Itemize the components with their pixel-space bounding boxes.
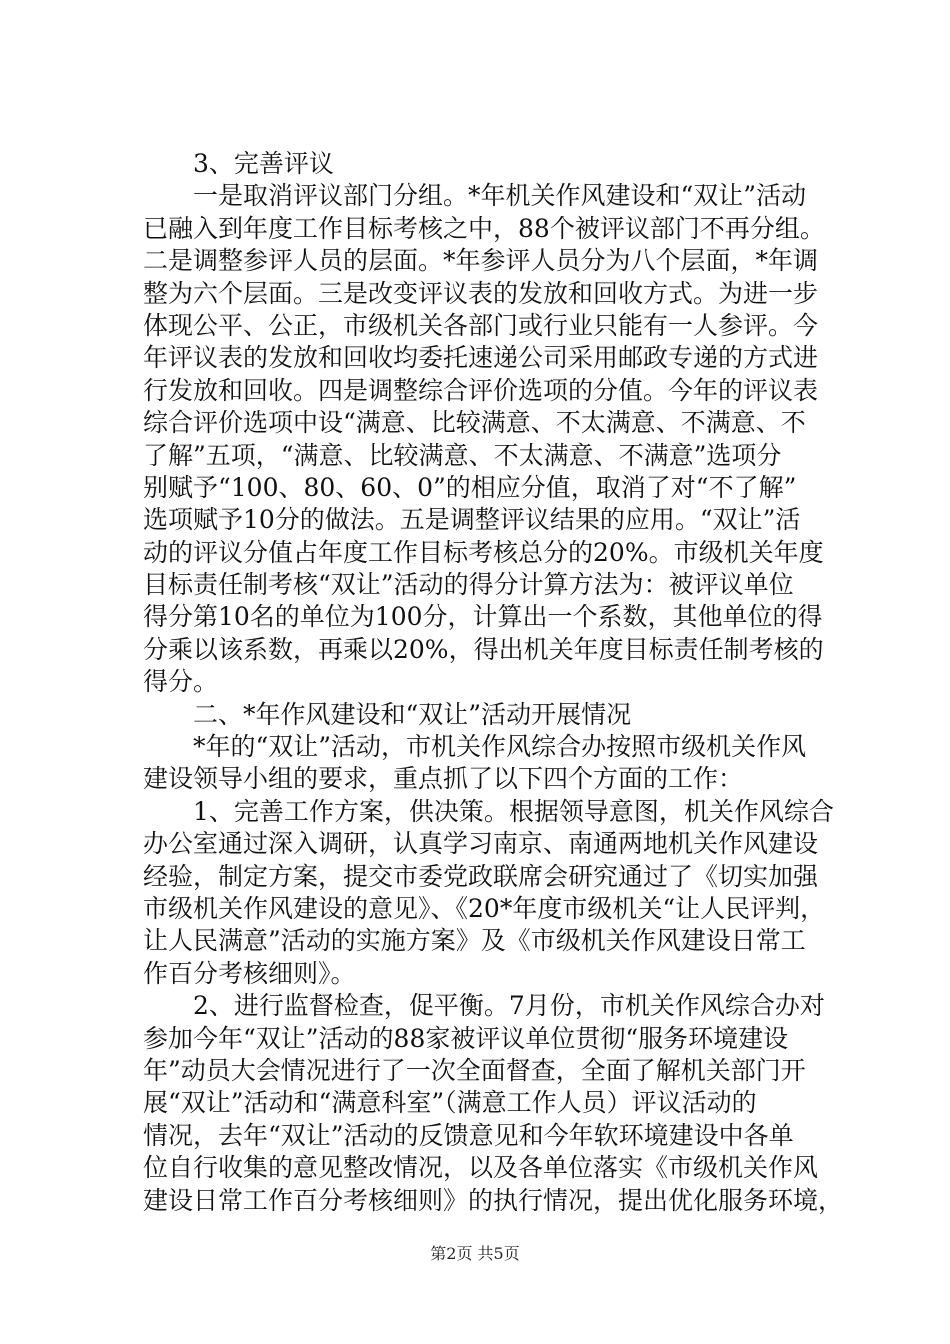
page-footer: 第2页 共5页 — [430, 1244, 520, 1263]
text-line: 目标责任制考核“双让”活动的得分计算方法为：被评议单位 — [143, 570, 794, 600]
text-line: 已融入到年度工作目标考核之中，88个被评议部门不再分组。 — [143, 213, 825, 243]
text-line: 年评议表的发放和回收均委托速递公司采用邮政专递的方式进 — [143, 343, 819, 373]
text-line: 作百分考核细则》。 — [143, 958, 356, 988]
text-line: 年”动员大会情况进行了一次全面督查，全面了解机关部门开 — [143, 1055, 806, 1085]
text-line: 得分第10名的单位为100分，计算出一个系数，其他单位的得 — [143, 602, 823, 632]
text-line: 综合评价选项中设“满意、比较满意、不太满意、不满意、不 — [143, 408, 806, 438]
text-line: 市级机关作风建设的意见》、《20*年度市级机关“让人民评判， — [143, 893, 826, 923]
text-line: 展“双让”活动和“满意科室”（满意工作人员）评议活动的 — [143, 1088, 757, 1118]
text-line: 动的评议分值占年度工作目标考核总分的20%。市级机关年度 — [143, 537, 824, 567]
text-line: 情况，去年“双让”活动的反馈意见和今年软环境建设中各单 — [143, 1120, 794, 1150]
text-line: 了解”五项，“满意、比较满意、不太满意、不满意”选项分 — [143, 440, 782, 470]
text-line: 2、进行监督检查，促平衡。7月份，市机关作风综合办对 — [193, 991, 825, 1021]
text-line: 位自行收集的意见整改情况，以及各单位落实《市级机关作风 — [143, 1153, 819, 1183]
text-line: 二、*年作风建设和“双让”活动开展情况 — [193, 699, 632, 729]
text-line: 让人民满意”活动的实施方案》及《市级机关作风建设日常工 — [143, 926, 806, 956]
text-line: 行发放和回收。四是调整综合评价选项的分值。今年的评议表 — [143, 375, 819, 405]
text-line: 参加今年“双让”活动的88家被评议单位贯彻“服务环境建设 — [143, 1023, 789, 1053]
text-line: 办公室通过深入调研，认真学习南京、南通两地机关作风建设 — [143, 829, 819, 859]
text-line: 得分。 — [143, 667, 219, 697]
text-line: 1、完善工作方案，供决策。根据领导意图，机关作风综合 — [193, 796, 834, 826]
text-line: 选项赋予10分的做法。五是调整评议结果的应用。“双让”活 — [143, 505, 801, 535]
text-line: 3、完善评议 — [193, 149, 334, 178]
document-body — [143, 148, 844, 1217]
text-line: 一是取消评议部门分组。*年机关作风建设和“双让”活动 — [193, 181, 807, 211]
text-line: 建设领导小组的要求，重点抓了以下四个方面的工作： — [143, 764, 744, 794]
text-line: 体现公平、公正，市级机关各部门或行业只能有一人参评。今 — [143, 310, 819, 340]
text-line: 整为六个层面。三是改变评议表的发放和回收方式。为进一步 — [143, 278, 819, 308]
text-line: 建设日常工作百分考核细则》的执行情况，提出优化服务环境， — [143, 1185, 844, 1215]
text-line: *年的“双让”活动，市机关作风综合办按照市级机关作风 — [193, 732, 807, 762]
text-line: 别赋予“100、80、60、0”的相应分值，取消了对“不了解” — [143, 472, 797, 502]
text-line: 经验，制定方案，提交市委党政联席会研究通过了《切实加强 — [143, 861, 819, 891]
text-line: 二是调整参评人员的层面。*年参评人员分为八个层面，*年调 — [143, 246, 819, 276]
text-line: 分乘以该系数，再乘以20%，得出机关年度目标责任制考核的 — [143, 634, 824, 664]
